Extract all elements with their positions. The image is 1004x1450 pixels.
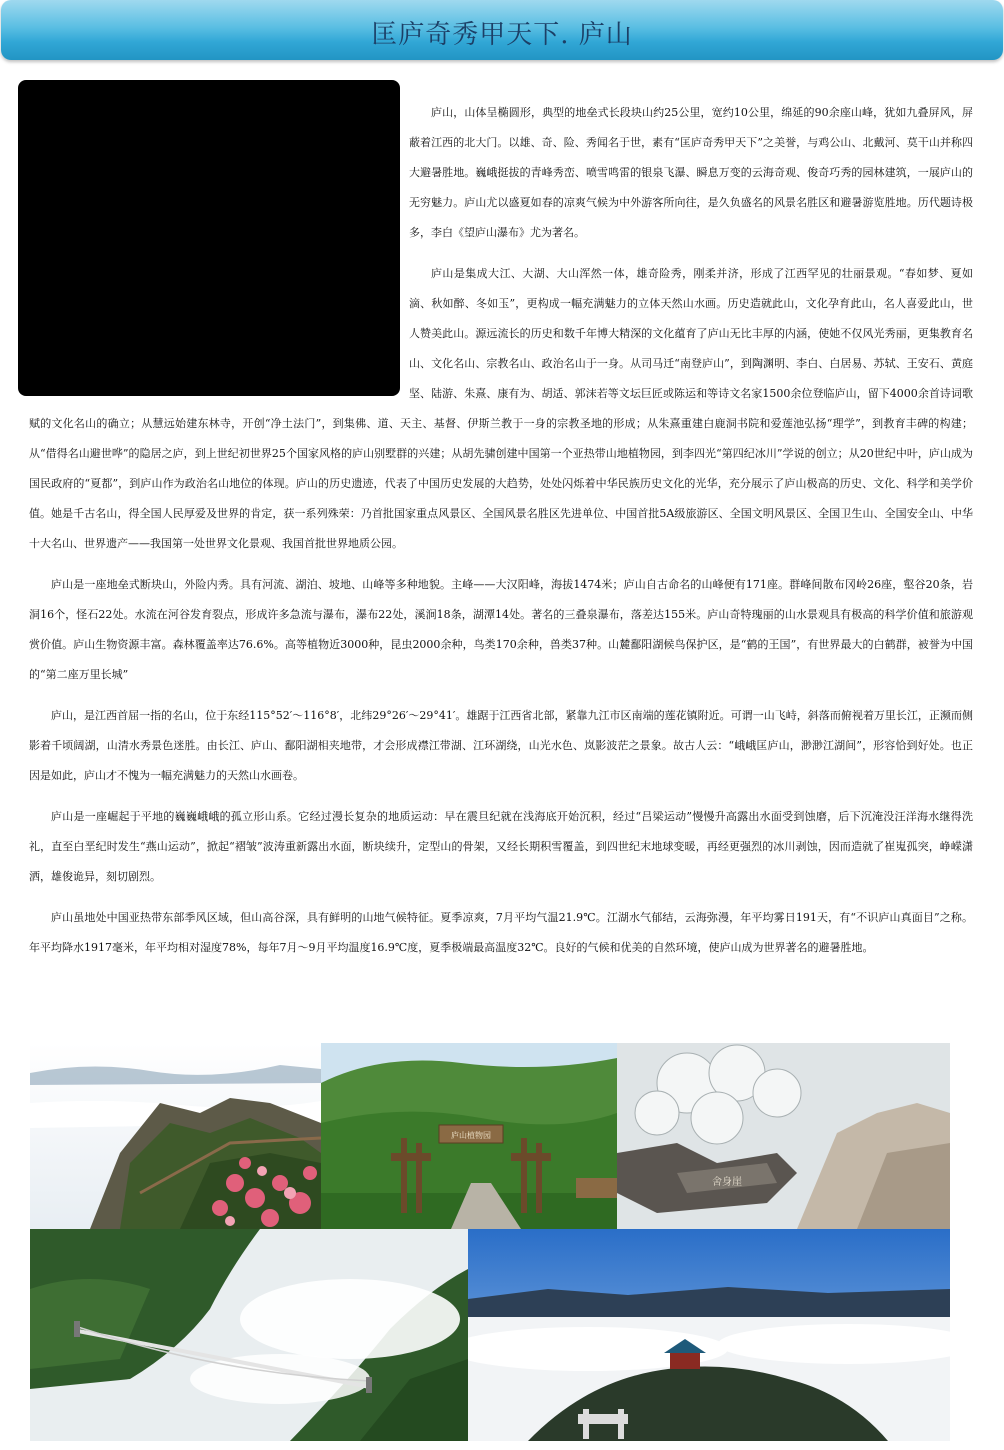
article-body bbox=[29, 98, 973, 974]
photo-cloud-sea-pavilion bbox=[468, 1229, 950, 1441]
page-title: 匡庐奇秀甲天下. 庐山 bbox=[371, 20, 633, 50]
photo-suspension-bridge bbox=[30, 1229, 468, 1441]
photo-garden-gate bbox=[321, 1043, 617, 1229]
paragraph-6: 庐山虽地处中国亚热带东部季风区域，但山高谷深，具有鲜明的山地气候特征。夏季凉爽，7月平均气温21.9℃。江湖水气郁结，云海弥漫，年平均雾日191天，有“不识庐山真面目”之称。年平均降水1917毫米，年平均相对湿度78%，每年7月～9月平均温度16.9℃度，夏季极端最高温度32℃。良好的气候和优美的自然环境，使庐山成为世界著名的避暑胜地。 bbox=[29, 911, 973, 954]
page-header bbox=[1, 0, 1003, 60]
photo-azalea-cliff bbox=[30, 1043, 321, 1229]
paragraph-1: 庐山，山体呈椭圆形，典型的地垒式长段块山约25公里，宽约10公里，绵延的90余座山峰，犹如九叠屏风，屏蔽着江西的北大门。以雄、奇、险、秀闻名于世，素有“匡庐奇秀甲天下”之美誉，与鸡公山、北戴河、莫干山并称四大避暑胜地。巍峨挺拔的青峰秀峦、喷雪鸣雷的银泉飞瀑、瞬息万变的云海奇观、俊奇巧秀的园林建筑，一展庐山的无穷魅力。庐山尤以盛夏如春的凉爽气候为中外游客所向往，是久负盛名的风景名胜区和避暑游览胜地。历代题诗极多，李白《望庐山瀑布》尤为著名。 bbox=[409, 106, 973, 239]
gate-sign-text: 庐山植物园 bbox=[451, 1131, 491, 1140]
hero-float-spacer bbox=[29, 98, 409, 398]
paragraph-4: 庐山，是江西首屈一指的名山，位于东经115°52′～116°8′，北纬29°26′～29°41′。雄踞于江西省北部，紧靠九江市区南端的莲花镇附近。可谓一山飞峙，斜落而俯视着万里长江，正濒而侧影着千顷阔湖，山清水秀景色迷胜。由长江、庐山、鄱阳湖相夹地带，才会形成襟江带湖、江环湖绕，山光水色、岚影波茫之景象。故古人云：“峨峨匡庐山，渺渺江湖间”，形容恰到好处。也正因是如此，庐山才不愧为一幅充满魅力的天然山水画卷。 bbox=[29, 709, 973, 782]
paragraph-3: 庐山是一座地垒式断块山，外险内秀。具有河流、湖泊、坡地、山峰等多种地貌。主峰——大汉阳峰，海拔1474米；庐山自古命名的山峰便有171座。群峰间散布冈岭26座，壑谷20条，岩洞16个，怪石22处。水流在河谷发育裂点，形成许多急流与瀑布，瀑布22处，溪涧18条，湖潭14处。著名的三叠泉瀑布，落差达155米。庐山奇特瑰丽的山水景观具有极高的科学价值和旅游观赏价值。庐山生物资源丰富。森林覆盖率达76.6%。高等植物近3000种，昆虫2000余种，鸟类170余种，兽类37种。山麓鄱阳湖候鸟保护区，是“鹤的王国”，有世界最大的白鹤群，被誉为中国的“第二座万里长城” bbox=[29, 578, 973, 681]
rock-inscription-text: 舍身崖 bbox=[712, 1177, 742, 1188]
photo-snow-rock bbox=[617, 1043, 950, 1229]
paragraph-2: 庐山是集成大江、大湖、大山浑然一体，雄奇险秀，刚柔并济，形成了江西罕见的壮丽景观。“春如梦、夏如滴、秋如醉、冬如玉”，更构成一幅充满魅力的立体天然山水画。历史造就此山，文化孕育此山，名人喜爱此山，世人赞美此山。源远流长的历史和数千年博大精深的文化蕴育了庐山无比丰厚的内涵，使她不仅风光秀丽，更集教育名山、文化名山、宗教名山、政治名山于一身。从司马迁“南登庐山”，到陶渊明、李白、白居易、苏轼、王安石、黄庭坚、陆游、朱熹、康有为、胡适、郭沫若等文坛巨匠或陈运和等诗文名家1500余位登临庐山，留下4000余首诗词歌赋的文化名山的确立；从慧远始建东林寺，开创“净土法门”，到集佛、道、天主、基督、伊斯兰教于一身的宗教圣地的形成；从朱熹重建白鹿洞书院和爱莲池弘扬“理学”，到教育丰碑的构建；从“借得名山避世哗”的隐居之庐，到上世纪初世界25个国家风格的庐山别墅群的兴建；从胡先骕创建中国第一个亚热带山地植物园，到李四光“第四纪冰川”学说的创立；从20世纪中叶，庐山成为国民政府的“夏都”，到庐山作为政治名山地位的体现。庐山的历史遗迹，代表了中国历史发展的大趋势，处处闪烁着中华民族历史文化的光华，充分展示了庐山极高的历史、文化、科学和美学价值。她是千古名山，得全国人民厚爱及世界的肯定，获一系列殊荣：乃首批国家重点风景区、全国风景名胜区先进单位、中国首批5A级旅游区、全国文明风景区、全国卫生山、全国安全山、中华十大名山、世界遗产——我国第一处世界文化景观、我国首批世界地质公园。 bbox=[29, 267, 973, 550]
paragraph-5: 庐山是一座崛起于平地的巍巍峨峨的孤立形山系。它经过漫长复杂的地质运动：早在震旦纪就在浅海底开始沉积，经过“吕梁运动”慢慢升高露出水面受到蚀磨，后下沉淹没汪洋海水继得洗礼，直至白垩纪时发生“燕山运动”，掀起“褶皱”波涛重新露出水面，断块续升，定型山的骨架，又经长期积雪覆盖，到四世纪末地球变暖，再经更强烈的冰川剥蚀，因而造就了崔嵬孤突，峥嵘潇洒，雄俊诡异，刻切剧烈。 bbox=[29, 810, 973, 883]
